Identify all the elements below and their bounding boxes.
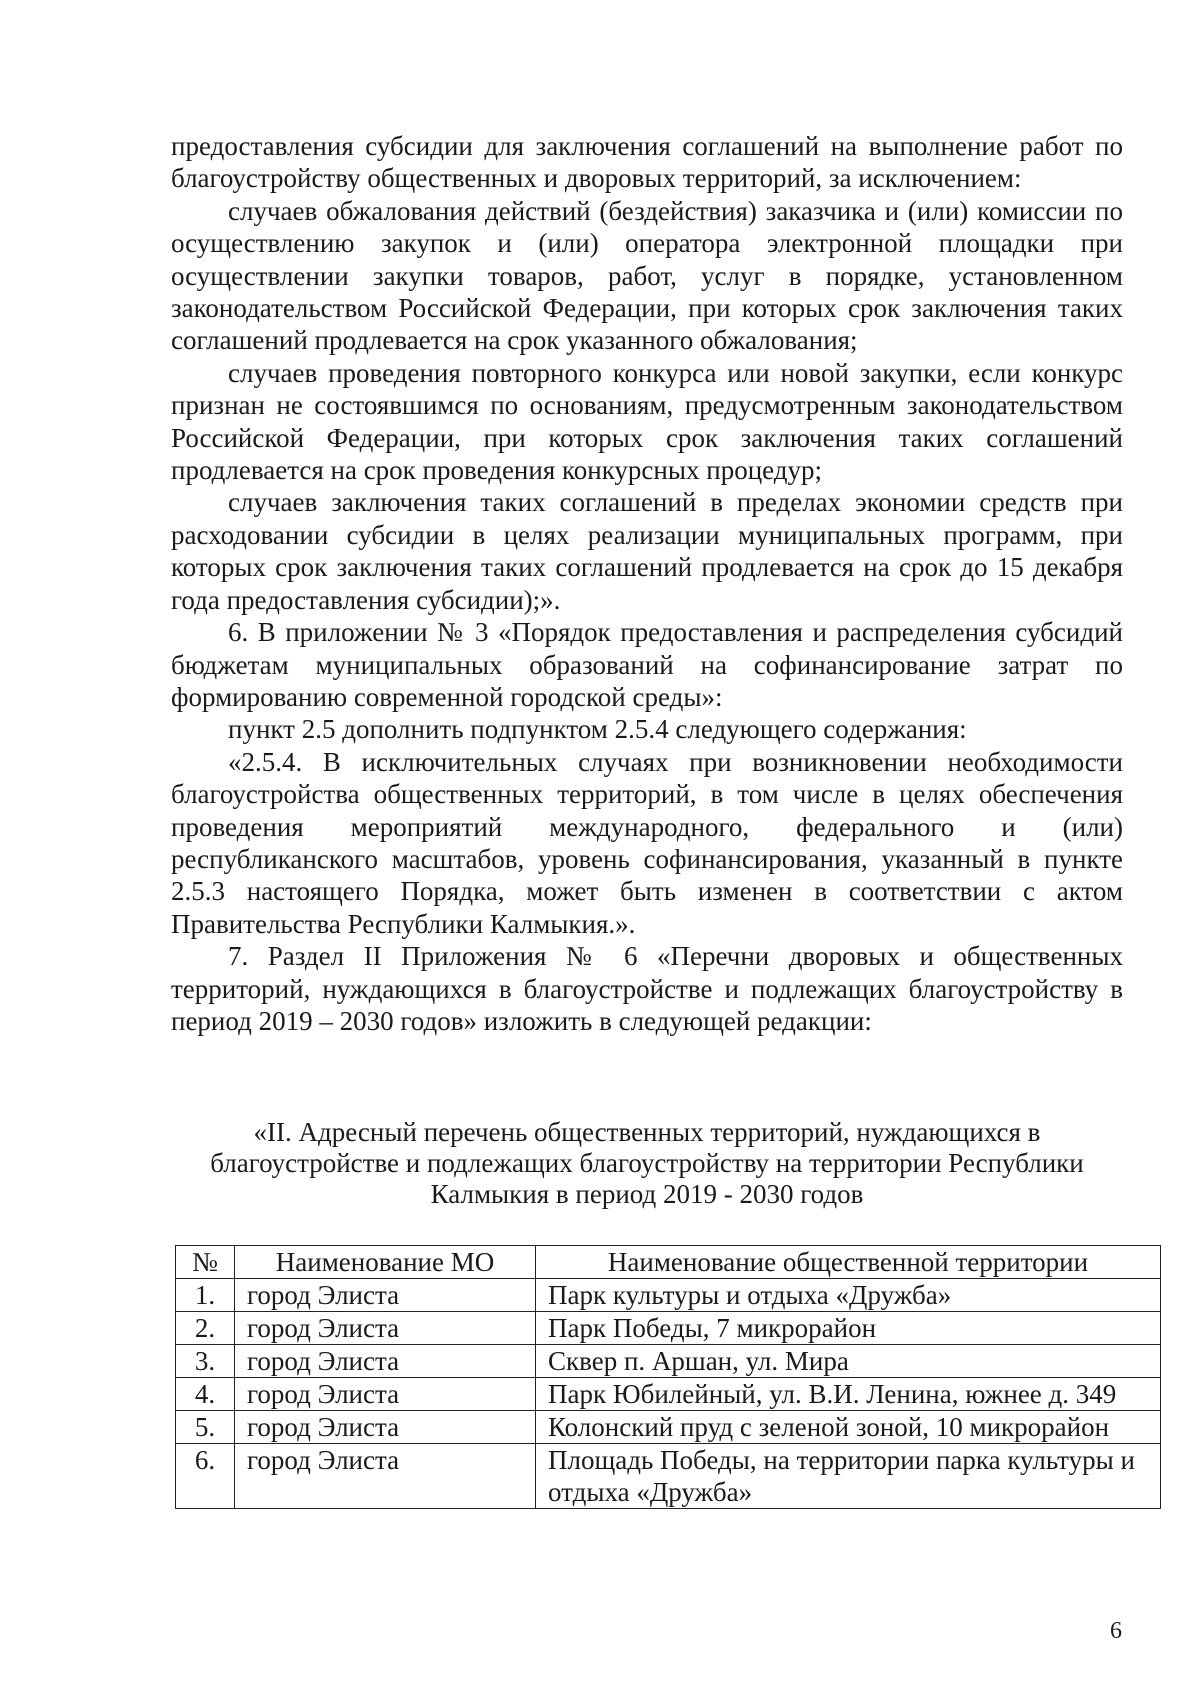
- section-heading: «II. Адресный перечень общественных территорий, нуждающихся в благоустройстве и подлежащих благоустройству на территории Республики Калмыкия в период 2019 - 2030 годов: [210, 1117, 1084, 1209]
- row-number: 1.: [176, 1279, 235, 1312]
- paragraph-4: случаев заключения таких соглашений в пределах экономии средств при расходовании субсидии в целях реализации муниципальных программ, при которых срок заключения таких соглашений продлевается на срок до 15 декабря года предоставления субсидии);».: [171, 487, 1123, 615]
- territories-table: [175, 1245, 1161, 1509]
- row-mo: город Элиста: [235, 1378, 536, 1411]
- table-row: [176, 1411, 1161, 1444]
- paragraph-1: предоставления субсидии для заключения соглашений на выполнение работ по благоустройству общественных и дворовых территорий, за исключением:: [171, 131, 1123, 194]
- row-mo: город Элиста: [235, 1444, 536, 1509]
- row-territory: Площадь Победы, на территории парка культуры и отдыха «Дружба»: [536, 1444, 1161, 1509]
- row-territory: Колонский пруд с зеленой зоной, 10 микрорайон: [536, 1411, 1161, 1444]
- table-row: [176, 1378, 1161, 1411]
- row-number: 3.: [176, 1345, 235, 1378]
- table-row: [176, 1444, 1161, 1509]
- table-header-row: [176, 1246, 1161, 1279]
- territories-table-wrapper: [175, 1245, 1161, 1509]
- paragraph-2: случаев обжалования действий (бездействия) заказчика и (или) комиссии по осуществлению закупок и (или) оператора электронной площадки при осуществлении закупки товаров, работ, услуг в порядке, установленном законодательством Российской Федерации, при которых срок заключения таких соглашений продлевается на срок указанного обжалования;: [171, 195, 1123, 356]
- row-territory: Парк культуры и отдыха «Дружба»: [536, 1279, 1161, 1312]
- paragraph-6: пункт 2.5 дополнить подпунктом 2.5.4 следующего содержания:: [228, 714, 967, 745]
- paragraph-7: «2.5.4. В исключительных случаях при возникновении необходимости благоустройства общественных территорий, в том числе в целях обеспечения проведения мероприятий международного, федерального и (или) республиканского масштабов, уровень софинансирования, указанный в пункте 2.5.3 настоящего Порядка, может быть изменен в соответствии с актом Правительства Республики Калмыкия.».: [171, 746, 1123, 939]
- row-number: 4.: [176, 1378, 235, 1411]
- row-territory: Парк Победы, 7 микрорайон: [536, 1312, 1161, 1345]
- page-number: 6: [1110, 1618, 1122, 1644]
- paragraph-3: случаев проведения повторного конкурса или новой закупки, если конкурс признан не состоявшимся по основаниям, предусмотренным законодательством Российской Федерации, при которых срок заключения таких соглашений продлевается на срок проведения конкурсных процедур;: [171, 357, 1123, 486]
- row-mo: город Элиста: [235, 1345, 536, 1378]
- paragraph-8: 7. Раздел II Приложения № 6 «Перечни дворовых и общественных территорий, нуждающихся в благоустройстве и подлежащих благоустройству в период 2019 – 2030 годов» изложить в следующей редакции:: [171, 941, 1123, 1036]
- table-row: [176, 1279, 1161, 1312]
- table-row: [176, 1312, 1161, 1345]
- header-mo: Наименование МО: [235, 1246, 536, 1279]
- row-territory: Парк Юбилейный, ул. В.И. Ленина, южнее д. 349: [536, 1378, 1161, 1411]
- body-text: [171, 130, 1123, 1037]
- table-row: [176, 1345, 1161, 1378]
- row-number: 2.: [176, 1312, 235, 1345]
- row-territory: Сквер п. Аршан, ул. Мира: [536, 1345, 1161, 1378]
- header-number: №: [176, 1246, 235, 1279]
- row-mo: город Элиста: [235, 1411, 536, 1444]
- row-mo: город Элиста: [235, 1312, 536, 1345]
- row-number: 6.: [176, 1444, 235, 1509]
- row-number: 5.: [176, 1411, 235, 1444]
- row-mo: город Элиста: [235, 1279, 536, 1312]
- paragraph-5: 6. В приложении № 3 «Порядок предоставления и распределения субсидий бюджетам муниципальных образований на софинансирование затрат по формированию современной городской среды»:: [171, 617, 1123, 712]
- header-territory: Наименование общественной территории: [536, 1246, 1161, 1279]
